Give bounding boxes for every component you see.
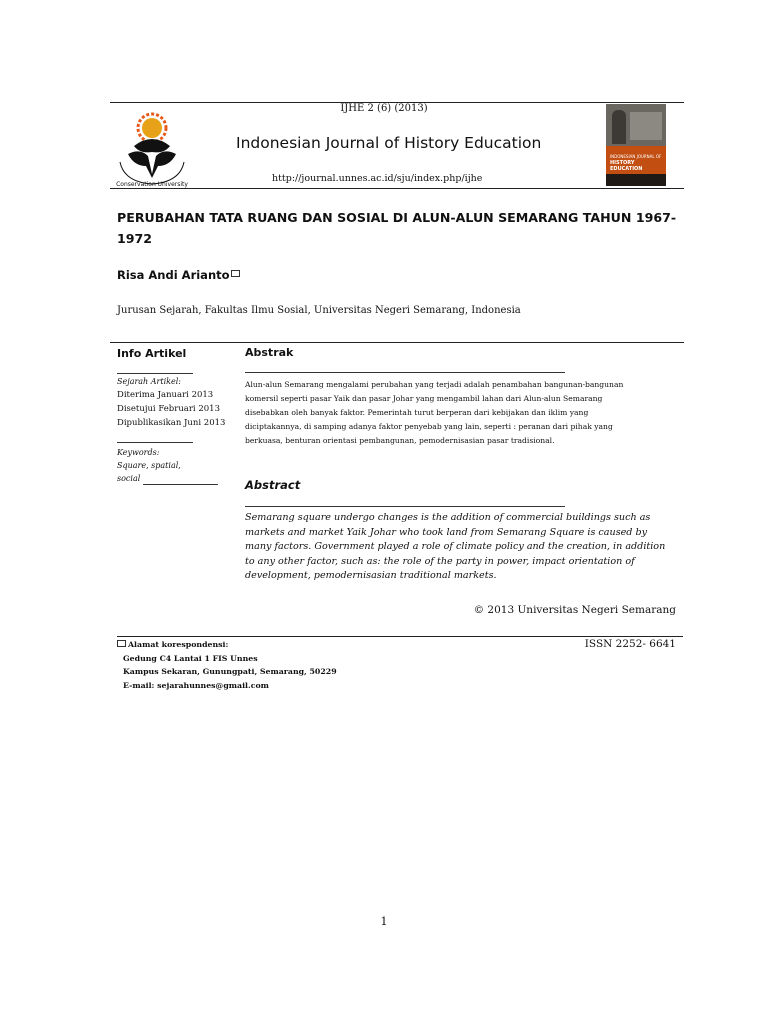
abstract-line5: development, pemodernisasian traditional markets. — [245, 570, 497, 582]
cover-title-line2: HISTORY EDUCATION — [610, 160, 643, 172]
footer-rule — [117, 636, 683, 637]
section-rule — [110, 342, 684, 343]
article-title-line2: 1972 — [117, 231, 153, 246]
logo-caption: Conservation University — [116, 181, 188, 188]
cover-title-line1: INDONESIAN JOURNAL OF — [610, 154, 662, 159]
abstract-line4: to any other factor, such as: the role of the party in power, impact orientation of — [245, 555, 635, 567]
abstrak-line2: komersil seperti pasar Yaik dan pasar Johar yang mengambil lahan dari Alun-alun Semarang — [245, 394, 603, 403]
abstract-rule — [245, 506, 565, 507]
abstract-line3: many factors. Government played a role of climate policy and the creation, in addition — [245, 541, 666, 553]
journal-title: Indonesian Journal of History Education — [236, 134, 542, 152]
correspondence-label-row — [117, 638, 337, 652]
abstract-body — [245, 511, 677, 584]
correspondence-block — [117, 638, 337, 692]
abstrak-line1: Alun-alun Semarang mengalami perubahan yang terjadi adalah penambahan bangunan-bangunan — [245, 380, 624, 389]
author-name — [117, 268, 240, 282]
cover-figure — [612, 110, 626, 144]
page-number: 1 — [380, 915, 388, 928]
abstract-line1: Semarang square undergo changes is the addition of commercial buildings such as — [245, 512, 651, 523]
journal-cover-image — [606, 104, 666, 186]
author-name-text: Risa Andi Arianto — [117, 268, 230, 282]
info-heading-rule — [117, 373, 193, 374]
abstrak-heading: Abstrak — [245, 346, 294, 359]
article-title-line1: PERUBAHAN TATA RUANG DAN SOSIAL DI ALUN-ALUN SEMARANG TAHUN 1967- — [117, 210, 677, 225]
copyright-notice: © 2013 Universitas Negeri Semarang — [473, 604, 676, 616]
cover-table — [630, 112, 662, 140]
header-bottom-rule — [110, 188, 684, 189]
university-logo — [114, 104, 190, 188]
issue-label: IJHE 2 (6) (2013) — [340, 103, 428, 114]
keywords-line2: social — [117, 474, 141, 483]
abstrak-line3: disebabkan oleh banyak faktor. Pemerintah turut berperan dari kebijakan dan iklim yang — [245, 408, 589, 417]
published-date: Dipublikasikan Juni 2013 — [117, 418, 226, 428]
abstrak-line4: diciptakannya, di samping adanya faktor penyebab yang lain, seperti : peranan dari pihak yang — [245, 422, 613, 431]
correspondence-email: E-mail: sejarahunnes@gmail.com — [123, 680, 269, 690]
keywords-label: Keywords: — [117, 448, 160, 457]
correspondence-line1: Gedung C4 Lantai 1 FIS Unnes — [123, 653, 258, 663]
issn-label: ISSN 2252- 6641 — [584, 638, 676, 650]
journal-url[interactable]: http://journal.unnes.ac.id/sju/index.php/ijhe — [272, 173, 483, 184]
received-date: Diterima Januari 2013 — [117, 390, 214, 400]
info-history-rule — [117, 442, 193, 443]
correspondence-label: Alamat korespondensi: — [128, 640, 229, 649]
abstrak-rule — [245, 372, 565, 373]
abstract-line2: markets and market Yaik Johar who took land from Semarang Square is caused by — [245, 526, 648, 538]
keywords-line1: Square, spatial, — [117, 461, 181, 470]
keywords-rule — [143, 484, 218, 485]
abstrak-body — [245, 378, 677, 448]
abstract-heading: Abstract — [245, 478, 301, 492]
author-affiliation: Jurusan Sejarah, Fakultas Ilmu Sosial, Universitas Negeri Semarang, Indonesia — [117, 305, 521, 316]
info-heading: Info Artikel — [117, 347, 187, 360]
mail-icon — [117, 640, 126, 647]
abstrak-line5: berkuasa, benturan orientasi pembangunan, pemodernisasian pasar tradisional. — [245, 436, 555, 445]
mail-icon — [231, 270, 240, 277]
university-logo-icon — [114, 104, 190, 188]
approved-date: Disetujui Februari 2013 — [117, 404, 220, 414]
correspondence-line2: Kampus Sekaran, Gunungpati, Semarang, 50229 — [123, 667, 337, 676]
history-label: Sejarah Artikel: — [117, 377, 181, 386]
